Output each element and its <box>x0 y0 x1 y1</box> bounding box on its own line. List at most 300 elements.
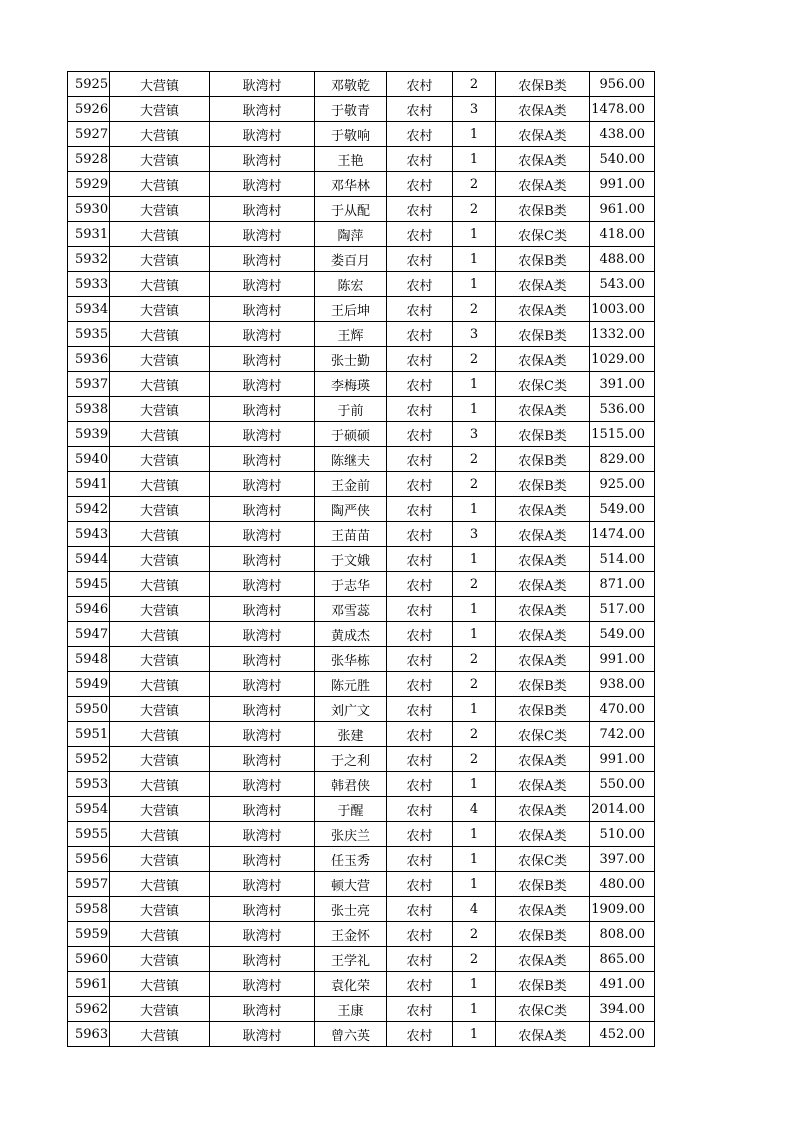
name-cell: 于文娥 <box>315 547 387 572</box>
amount-cell: 536.00 <box>590 397 655 422</box>
village-cell: 耿湾村 <box>210 547 315 572</box>
amount-cell: 961.00 <box>590 197 655 222</box>
household-size-cell: 1 <box>453 822 496 847</box>
category-cell: 农保A类 <box>496 647 590 672</box>
household-size-cell: 1 <box>453 372 496 397</box>
amount-cell: 1003.00 <box>590 297 655 322</box>
name-cell: 陶严侠 <box>315 497 387 522</box>
household-size-cell: 3 <box>453 422 496 447</box>
amount-cell: 829.00 <box>590 447 655 472</box>
name-cell: 张华栋 <box>315 647 387 672</box>
household-size-cell: 3 <box>453 322 496 347</box>
record-id-cell: 5957 <box>68 872 110 897</box>
table-row <box>68 522 655 547</box>
area-type-cell: 农村 <box>387 422 453 447</box>
category-cell: 农保B类 <box>496 872 590 897</box>
record-id-cell: 5942 <box>68 497 110 522</box>
table-row <box>68 847 655 872</box>
village-cell: 耿湾村 <box>210 172 315 197</box>
town-cell: 大营镇 <box>110 997 210 1022</box>
amount-cell: 438.00 <box>590 122 655 147</box>
household-size-cell: 1 <box>453 997 496 1022</box>
amount-cell: 394.00 <box>590 997 655 1022</box>
record-id-cell: 5936 <box>68 347 110 372</box>
table-row <box>68 347 655 372</box>
table-row <box>68 872 655 897</box>
category-cell: 农保A类 <box>496 822 590 847</box>
town-cell: 大营镇 <box>110 147 210 172</box>
record-id-cell: 5950 <box>68 697 110 722</box>
name-cell: 邓敬乾 <box>315 72 387 97</box>
amount-cell: 1515.00 <box>590 422 655 447</box>
town-cell: 大营镇 <box>110 347 210 372</box>
village-cell: 耿湾村 <box>210 497 315 522</box>
area-type-cell: 农村 <box>387 472 453 497</box>
area-type-cell: 农村 <box>387 272 453 297</box>
town-cell: 大营镇 <box>110 272 210 297</box>
table-row <box>68 797 655 822</box>
household-size-cell: 1 <box>453 772 496 797</box>
household-size-cell: 2 <box>453 347 496 372</box>
area-type-cell: 农村 <box>387 522 453 547</box>
category-cell: 农保B类 <box>496 247 590 272</box>
area-type-cell: 农村 <box>387 897 453 922</box>
area-type-cell: 农村 <box>387 397 453 422</box>
category-cell: 农保A类 <box>496 297 590 322</box>
household-size-cell: 2 <box>453 72 496 97</box>
town-cell: 大营镇 <box>110 772 210 797</box>
household-size-cell: 1 <box>453 872 496 897</box>
area-type-cell: 农村 <box>387 872 453 897</box>
household-size-cell: 1 <box>453 697 496 722</box>
village-cell: 耿湾村 <box>210 622 315 647</box>
table-row <box>68 622 655 647</box>
village-cell: 耿湾村 <box>210 1022 315 1047</box>
household-size-cell: 2 <box>453 747 496 772</box>
village-cell: 耿湾村 <box>210 797 315 822</box>
household-size-cell: 2 <box>453 922 496 947</box>
town-cell: 大营镇 <box>110 322 210 347</box>
area-type-cell: 农村 <box>387 822 453 847</box>
category-cell: 农保A类 <box>496 97 590 122</box>
record-id-cell: 5938 <box>68 397 110 422</box>
name-cell: 张庆兰 <box>315 822 387 847</box>
village-cell: 耿湾村 <box>210 247 315 272</box>
record-id-cell: 5953 <box>68 772 110 797</box>
record-id-cell: 5960 <box>68 947 110 972</box>
table-row <box>68 72 655 97</box>
table-row <box>68 472 655 497</box>
household-size-cell: 2 <box>453 172 496 197</box>
household-size-cell: 1 <box>453 397 496 422</box>
name-cell: 娄百月 <box>315 247 387 272</box>
category-cell: 农保A类 <box>496 597 590 622</box>
name-cell: 袁化荣 <box>315 972 387 997</box>
table-row <box>68 297 655 322</box>
category-cell: 农保A类 <box>496 272 590 297</box>
village-cell: 耿湾村 <box>210 147 315 172</box>
amount-cell: 510.00 <box>590 822 655 847</box>
name-cell: 黄成杰 <box>315 622 387 647</box>
category-cell: 农保B类 <box>496 72 590 97</box>
name-cell: 于之利 <box>315 747 387 772</box>
village-cell: 耿湾村 <box>210 347 315 372</box>
category-cell: 农保B类 <box>496 972 590 997</box>
amount-cell: 517.00 <box>590 597 655 622</box>
name-cell: 顿大营 <box>315 872 387 897</box>
record-id-cell: 5951 <box>68 722 110 747</box>
amount-cell: 1478.00 <box>590 97 655 122</box>
name-cell: 李梅瑛 <box>315 372 387 397</box>
village-cell: 耿湾村 <box>210 997 315 1022</box>
village-cell: 耿湾村 <box>210 72 315 97</box>
town-cell: 大营镇 <box>110 197 210 222</box>
record-id-cell: 5959 <box>68 922 110 947</box>
name-cell: 于敬青 <box>315 97 387 122</box>
village-cell: 耿湾村 <box>210 897 315 922</box>
village-cell: 耿湾村 <box>210 522 315 547</box>
record-id-cell: 5963 <box>68 1022 110 1047</box>
area-type-cell: 农村 <box>387 372 453 397</box>
village-cell: 耿湾村 <box>210 822 315 847</box>
table-row <box>68 372 655 397</box>
name-cell: 任玉秀 <box>315 847 387 872</box>
area-type-cell: 农村 <box>387 447 453 472</box>
village-cell: 耿湾村 <box>210 872 315 897</box>
name-cell: 王金前 <box>315 472 387 497</box>
table-row <box>68 147 655 172</box>
table-row <box>68 672 655 697</box>
record-id-cell: 5958 <box>68 897 110 922</box>
table-row <box>68 822 655 847</box>
amount-cell: 742.00 <box>590 722 655 747</box>
category-cell: 农保A类 <box>496 947 590 972</box>
name-cell: 王后坤 <box>315 297 387 322</box>
town-cell: 大营镇 <box>110 797 210 822</box>
name-cell: 邓华林 <box>315 172 387 197</box>
amount-cell: 938.00 <box>590 672 655 697</box>
household-size-cell: 1 <box>453 147 496 172</box>
household-size-cell: 3 <box>453 97 496 122</box>
category-cell: 农保A类 <box>496 172 590 197</box>
town-cell: 大营镇 <box>110 222 210 247</box>
name-cell: 于敬响 <box>315 122 387 147</box>
record-id-cell: 5929 <box>68 172 110 197</box>
area-type-cell: 农村 <box>387 947 453 972</box>
town-cell: 大营镇 <box>110 247 210 272</box>
record-id-cell: 5945 <box>68 572 110 597</box>
village-cell: 耿湾村 <box>210 447 315 472</box>
village-cell: 耿湾村 <box>210 197 315 222</box>
area-type-cell: 农村 <box>387 697 453 722</box>
category-cell: 农保B类 <box>496 322 590 347</box>
category-cell: 农保A类 <box>496 397 590 422</box>
amount-cell: 397.00 <box>590 847 655 872</box>
record-id-cell: 5943 <box>68 522 110 547</box>
area-type-cell: 农村 <box>387 172 453 197</box>
household-size-cell: 1 <box>453 247 496 272</box>
name-cell: 王苗苗 <box>315 522 387 547</box>
town-cell: 大营镇 <box>110 97 210 122</box>
village-cell: 耿湾村 <box>210 297 315 322</box>
area-type-cell: 农村 <box>387 122 453 147</box>
category-cell: 农保A类 <box>496 547 590 572</box>
category-cell: 农保B类 <box>496 197 590 222</box>
amount-cell: 391.00 <box>590 372 655 397</box>
table-row <box>68 222 655 247</box>
area-type-cell: 农村 <box>387 247 453 272</box>
record-id-cell: 5940 <box>68 447 110 472</box>
record-id-cell: 5930 <box>68 197 110 222</box>
name-cell: 王辉 <box>315 322 387 347</box>
household-size-cell: 1 <box>453 122 496 147</box>
area-type-cell: 农村 <box>387 622 453 647</box>
village-cell: 耿湾村 <box>210 772 315 797</box>
amount-cell: 480.00 <box>590 872 655 897</box>
household-size-cell: 2 <box>453 197 496 222</box>
amount-cell: 418.00 <box>590 222 655 247</box>
name-cell: 张士勤 <box>315 347 387 372</box>
area-type-cell: 农村 <box>387 347 453 372</box>
amount-cell: 991.00 <box>590 647 655 672</box>
area-type-cell: 农村 <box>387 147 453 172</box>
table-row <box>68 922 655 947</box>
area-type-cell: 农村 <box>387 797 453 822</box>
town-cell: 大营镇 <box>110 397 210 422</box>
town-cell: 大营镇 <box>110 922 210 947</box>
table-row <box>68 247 655 272</box>
category-cell: 农保A类 <box>496 1022 590 1047</box>
roster-table <box>67 71 655 1047</box>
area-type-cell: 农村 <box>387 747 453 772</box>
category-cell: 农保A类 <box>496 797 590 822</box>
household-size-cell: 2 <box>453 297 496 322</box>
household-size-cell: 2 <box>453 722 496 747</box>
record-id-cell: 5925 <box>68 72 110 97</box>
record-id-cell: 5948 <box>68 647 110 672</box>
area-type-cell: 农村 <box>387 597 453 622</box>
town-cell: 大营镇 <box>110 647 210 672</box>
category-cell: 农保C类 <box>496 222 590 247</box>
record-id-cell: 5927 <box>68 122 110 147</box>
household-size-cell: 1 <box>453 497 496 522</box>
table-row <box>68 322 655 347</box>
town-cell: 大营镇 <box>110 747 210 772</box>
amount-cell: 925.00 <box>590 472 655 497</box>
table-row <box>68 97 655 122</box>
category-cell: 农保C类 <box>496 997 590 1022</box>
amount-cell: 514.00 <box>590 547 655 572</box>
household-size-cell: 1 <box>453 1022 496 1047</box>
record-id-cell: 5955 <box>68 822 110 847</box>
town-cell: 大营镇 <box>110 597 210 622</box>
amount-cell: 1332.00 <box>590 322 655 347</box>
household-size-cell: 2 <box>453 647 496 672</box>
table-row <box>68 897 655 922</box>
town-cell: 大营镇 <box>110 522 210 547</box>
area-type-cell: 农村 <box>387 997 453 1022</box>
name-cell: 于醒 <box>315 797 387 822</box>
household-size-cell: 4 <box>453 897 496 922</box>
roster-body <box>68 72 655 1047</box>
category-cell: 农保A类 <box>496 522 590 547</box>
table-row <box>68 1022 655 1047</box>
name-cell: 韩君侠 <box>315 772 387 797</box>
town-cell: 大营镇 <box>110 722 210 747</box>
name-cell: 刘广文 <box>315 697 387 722</box>
amount-cell: 871.00 <box>590 572 655 597</box>
area-type-cell: 农村 <box>387 972 453 997</box>
town-cell: 大营镇 <box>110 1022 210 1047</box>
village-cell: 耿湾村 <box>210 947 315 972</box>
record-id-cell: 5933 <box>68 272 110 297</box>
name-cell: 陈宏 <box>315 272 387 297</box>
area-type-cell: 农村 <box>387 647 453 672</box>
category-cell: 农保A类 <box>496 147 590 172</box>
village-cell: 耿湾村 <box>210 647 315 672</box>
household-size-cell: 4 <box>453 797 496 822</box>
town-cell: 大营镇 <box>110 422 210 447</box>
record-id-cell: 5939 <box>68 422 110 447</box>
household-size-cell: 2 <box>453 447 496 472</box>
name-cell: 于前 <box>315 397 387 422</box>
town-cell: 大营镇 <box>110 897 210 922</box>
town-cell: 大营镇 <box>110 872 210 897</box>
village-cell: 耿湾村 <box>210 747 315 772</box>
table-row <box>68 122 655 147</box>
area-type-cell: 农村 <box>387 497 453 522</box>
amount-cell: 956.00 <box>590 72 655 97</box>
town-cell: 大营镇 <box>110 547 210 572</box>
name-cell: 王学礼 <box>315 947 387 972</box>
table-row <box>68 397 655 422</box>
town-cell: 大营镇 <box>110 122 210 147</box>
village-cell: 耿湾村 <box>210 722 315 747</box>
table-row <box>68 422 655 447</box>
category-cell: 农保A类 <box>496 347 590 372</box>
category-cell: 农保A类 <box>496 497 590 522</box>
table-row <box>68 697 655 722</box>
table-row <box>68 272 655 297</box>
household-size-cell: 1 <box>453 972 496 997</box>
amount-cell: 540.00 <box>590 147 655 172</box>
record-id-cell: 5946 <box>68 597 110 622</box>
area-type-cell: 农村 <box>387 72 453 97</box>
category-cell: 农保B类 <box>496 922 590 947</box>
table-row <box>68 572 655 597</box>
village-cell: 耿湾村 <box>210 847 315 872</box>
record-id-cell: 5934 <box>68 297 110 322</box>
record-id-cell: 5961 <box>68 972 110 997</box>
village-cell: 耿湾村 <box>210 472 315 497</box>
table-row <box>68 747 655 772</box>
category-cell: 农保B类 <box>496 697 590 722</box>
town-cell: 大营镇 <box>110 572 210 597</box>
amount-cell: 452.00 <box>590 1022 655 1047</box>
category-cell: 农保B类 <box>496 422 590 447</box>
area-type-cell: 农村 <box>387 222 453 247</box>
name-cell: 陈继夫 <box>315 447 387 472</box>
household-size-cell: 2 <box>453 572 496 597</box>
village-cell: 耿湾村 <box>210 97 315 122</box>
category-cell: 农保B类 <box>496 672 590 697</box>
table-row <box>68 547 655 572</box>
table-row <box>68 172 655 197</box>
area-type-cell: 农村 <box>387 922 453 947</box>
table-row <box>68 972 655 997</box>
amount-cell: 1909.00 <box>590 897 655 922</box>
name-cell: 张士亮 <box>315 897 387 922</box>
town-cell: 大营镇 <box>110 72 210 97</box>
record-id-cell: 5954 <box>68 797 110 822</box>
category-cell: 农保C类 <box>496 372 590 397</box>
table-row <box>68 447 655 472</box>
village-cell: 耿湾村 <box>210 422 315 447</box>
name-cell: 陶萍 <box>315 222 387 247</box>
amount-cell: 549.00 <box>590 497 655 522</box>
area-type-cell: 农村 <box>387 847 453 872</box>
name-cell: 于从配 <box>315 197 387 222</box>
town-cell: 大营镇 <box>110 447 210 472</box>
table-row <box>68 197 655 222</box>
household-size-cell: 1 <box>453 622 496 647</box>
village-cell: 耿湾村 <box>210 922 315 947</box>
village-cell: 耿湾村 <box>210 572 315 597</box>
name-cell: 于硕硕 <box>315 422 387 447</box>
table-row <box>68 947 655 972</box>
household-size-cell: 1 <box>453 597 496 622</box>
category-cell: 农保C类 <box>496 847 590 872</box>
category-cell: 农保B类 <box>496 447 590 472</box>
record-id-cell: 5962 <box>68 997 110 1022</box>
amount-cell: 808.00 <box>590 922 655 947</box>
category-cell: 农保C类 <box>496 722 590 747</box>
household-size-cell: 2 <box>453 472 496 497</box>
household-size-cell: 2 <box>453 672 496 697</box>
area-type-cell: 农村 <box>387 772 453 797</box>
amount-cell: 991.00 <box>590 747 655 772</box>
area-type-cell: 农村 <box>387 722 453 747</box>
record-id-cell: 5952 <box>68 747 110 772</box>
town-cell: 大营镇 <box>110 847 210 872</box>
table-row <box>68 597 655 622</box>
area-type-cell: 农村 <box>387 572 453 597</box>
village-cell: 耿湾村 <box>210 272 315 297</box>
town-cell: 大营镇 <box>110 472 210 497</box>
household-size-cell: 1 <box>453 272 496 297</box>
area-type-cell: 农村 <box>387 297 453 322</box>
town-cell: 大营镇 <box>110 672 210 697</box>
area-type-cell: 农村 <box>387 197 453 222</box>
category-cell: 农保A类 <box>496 572 590 597</box>
record-id-cell: 5935 <box>68 322 110 347</box>
record-id-cell: 5949 <box>68 672 110 697</box>
town-cell: 大营镇 <box>110 822 210 847</box>
town-cell: 大营镇 <box>110 297 210 322</box>
amount-cell: 991.00 <box>590 172 655 197</box>
name-cell: 曾六英 <box>315 1022 387 1047</box>
table-row <box>68 997 655 1022</box>
category-cell: 农保A类 <box>496 747 590 772</box>
category-cell: 农保A类 <box>496 622 590 647</box>
name-cell: 王康 <box>315 997 387 1022</box>
household-size-cell: 2 <box>453 947 496 972</box>
name-cell: 王艳 <box>315 147 387 172</box>
town-cell: 大营镇 <box>110 622 210 647</box>
name-cell: 陈元胜 <box>315 672 387 697</box>
village-cell: 耿湾村 <box>210 672 315 697</box>
town-cell: 大营镇 <box>110 972 210 997</box>
